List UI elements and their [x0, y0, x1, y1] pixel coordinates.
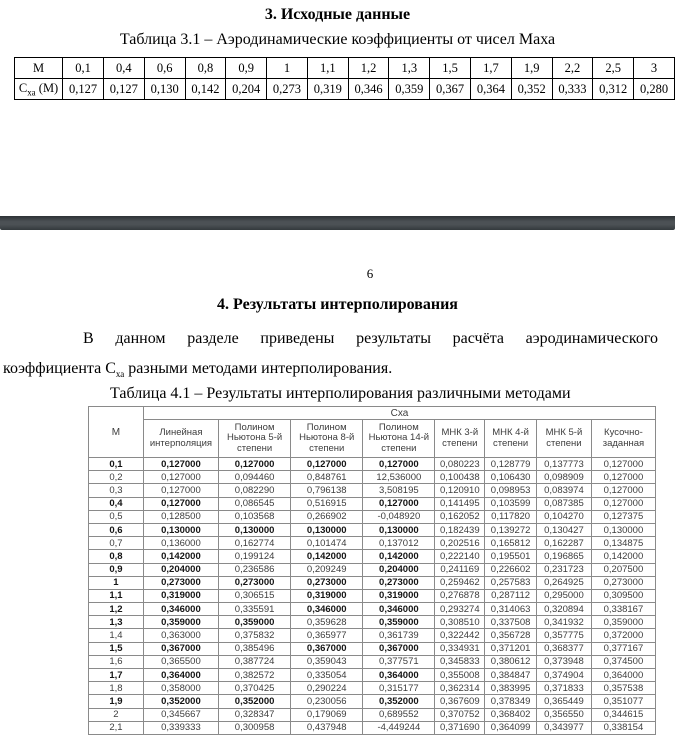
table-row [89, 669, 656, 682]
value-cell: 0,383995 [485, 682, 537, 695]
value-cell: 0,359043 [291, 655, 363, 668]
value-cell: 0,199124 [219, 550, 291, 563]
table-row [89, 695, 656, 708]
table-4-1 [88, 406, 656, 735]
value-cell: 0,364000 [591, 669, 655, 682]
value-cell: 0,128779 [485, 458, 537, 471]
table-row [89, 563, 656, 576]
cxa-value-cell: 0,346 [348, 79, 389, 100]
value-cell: 0,165812 [485, 537, 537, 550]
mach-value-cell: 0,4 [103, 58, 144, 79]
value-cell: 0,290224 [291, 682, 363, 695]
value-cell: 0,083974 [537, 484, 592, 497]
value-cell: 0,358000 [143, 682, 218, 695]
table-row [89, 550, 656, 563]
value-cell: 0,127000 [219, 458, 291, 471]
value-cell: 0,357538 [591, 682, 655, 695]
table-4-1-column-header: Полином Ньютона 8-й степени [291, 420, 363, 458]
m-cell: 0,7 [89, 537, 144, 550]
value-cell: 0,320894 [537, 603, 592, 616]
value-cell: 0,338167 [591, 603, 655, 616]
value-cell: 0,371833 [537, 682, 592, 695]
m-cell: 1,6 [89, 655, 144, 668]
value-cell: 0,300958 [219, 721, 291, 734]
value-cell: 0,104270 [537, 510, 592, 523]
value-cell: 0,127000 [363, 497, 435, 510]
section-4-title: 4. Результаты интерполирования [217, 296, 458, 313]
value-cell: 0,082290 [219, 484, 291, 497]
value-cell: 0,142000 [363, 550, 435, 563]
cxa-value-cell: 0,280 [634, 79, 675, 100]
value-cell: 0,273000 [219, 576, 291, 589]
value-cell: 0,273000 [591, 576, 655, 589]
m-cell: 0,4 [89, 497, 144, 510]
mach-value-cell: 0,6 [144, 58, 185, 79]
value-cell: 0,080223 [435, 458, 485, 471]
value-cell: 0,120910 [435, 484, 485, 497]
value-cell: 0,365449 [537, 695, 592, 708]
table-row [15, 58, 675, 79]
table-row [89, 603, 656, 616]
value-cell: 0,128500 [143, 510, 218, 523]
table-row [89, 708, 656, 721]
table-4-1-column-header: Полином Ньютона 5-й степени [219, 420, 291, 458]
value-cell: 0,127000 [591, 458, 655, 471]
cxa-value-cell: 0,352 [511, 79, 552, 100]
value-cell: 0,287112 [485, 589, 537, 602]
mach-value-cell: 2,5 [593, 58, 634, 79]
value-cell: 0,127000 [143, 484, 218, 497]
value-cell: -4,449244 [363, 721, 435, 734]
mach-value-cell: 3 [634, 58, 675, 79]
value-cell: 0,346000 [143, 603, 218, 616]
value-cell: 0,319000 [291, 589, 363, 602]
value-cell: 0,364099 [485, 721, 537, 734]
value-cell: 0,100438 [435, 471, 485, 484]
value-cell: 0,137773 [537, 458, 592, 471]
value-cell: 0,134875 [591, 537, 655, 550]
value-cell: 0,361739 [363, 629, 435, 642]
value-cell: 0,196865 [537, 550, 592, 563]
table-4-1-m-header: М [89, 407, 144, 458]
value-cell: 0,162774 [219, 537, 291, 550]
value-cell: 0,130427 [537, 523, 592, 536]
value-cell: 0,368402 [485, 708, 537, 721]
value-cell: 0,377167 [591, 642, 655, 655]
value-cell: 0,266902 [291, 510, 363, 523]
value-cell: 0,127000 [591, 497, 655, 510]
cxa-value-cell: 0,127 [63, 79, 104, 100]
page-number: 6 [366, 266, 374, 281]
value-cell: 0,346000 [363, 603, 435, 616]
value-cell: 0,127000 [591, 484, 655, 497]
value-cell: 0,308510 [435, 616, 485, 629]
value-cell: 0,335054 [291, 669, 363, 682]
m-cell: 0,5 [89, 510, 144, 523]
mach-value-cell: 1,9 [511, 58, 552, 79]
table-4-1-column-header: МНК 5-й степени [537, 420, 592, 458]
table-4-1-column-header: Кусочно-заданная [591, 420, 655, 458]
m-cell: 1,2 [89, 603, 144, 616]
value-cell: 0,365977 [291, 629, 363, 642]
value-cell: 0,374904 [537, 669, 592, 682]
value-cell: 0,231723 [537, 563, 592, 576]
value-cell: 0,322442 [435, 629, 485, 642]
cxa-value-cell: 0,333 [552, 79, 593, 100]
value-cell: 0,101474 [291, 537, 363, 550]
cxa-value-cell: 0,367 [430, 79, 471, 100]
value-cell: 0,087385 [537, 497, 592, 510]
table-row [89, 576, 656, 589]
value-cell: 0,086545 [219, 497, 291, 510]
value-cell: 0,796138 [291, 484, 363, 497]
value-cell: 0,293274 [435, 603, 485, 616]
mach-value-cell: 1,7 [470, 58, 511, 79]
table-row [89, 484, 656, 497]
table-row [89, 537, 656, 550]
value-cell: 0,241169 [435, 563, 485, 576]
value-cell: 0,382572 [219, 669, 291, 682]
m-cell: 1,9 [89, 695, 144, 708]
value-cell: 0,359000 [363, 616, 435, 629]
value-cell: 0,259462 [435, 576, 485, 589]
value-cell: 0,202516 [435, 537, 485, 550]
value-cell: 0,516915 [291, 497, 363, 510]
table-row [89, 523, 656, 536]
cxa-value-cell: 0,364 [470, 79, 511, 100]
value-cell: 0,437948 [291, 721, 363, 734]
m-cell: 0,9 [89, 563, 144, 576]
m-cell: 0,8 [89, 550, 144, 563]
value-cell: 0,222140 [435, 550, 485, 563]
value-cell: 0,127000 [591, 471, 655, 484]
value-cell: 0,130000 [363, 523, 435, 536]
value-cell: 0,337508 [485, 616, 537, 629]
mach-value-cell: 1,5 [430, 58, 471, 79]
value-cell: 0,335591 [219, 603, 291, 616]
value-cell: 0,356728 [485, 629, 537, 642]
value-cell: 0,127000 [143, 497, 218, 510]
value-cell: 0,848761 [291, 471, 363, 484]
value-cell: 0,130000 [591, 523, 655, 536]
mach-value-cell: 1,1 [307, 58, 348, 79]
value-cell: 0,127000 [363, 458, 435, 471]
value-cell: 0,352000 [219, 695, 291, 708]
value-cell: 0,127000 [291, 458, 363, 471]
value-cell: 0,207500 [591, 563, 655, 576]
m-cell: 1,8 [89, 682, 144, 695]
value-cell: 0,356550 [537, 708, 592, 721]
value-cell: 0,273000 [143, 576, 218, 589]
value-cell: 0,094460 [219, 471, 291, 484]
value-cell: 0,367000 [291, 642, 363, 655]
value-cell: 0,372000 [591, 629, 655, 642]
value-cell: 0,103599 [485, 497, 537, 510]
cxa-value-cell: 0,130 [144, 79, 185, 100]
table-row [89, 682, 656, 695]
value-cell: 0,306515 [219, 589, 291, 602]
table-3-1-caption: Таблица 3.1 – Аэродинамические коэффициенты от чисел Маха [119, 31, 556, 48]
m-cell: 0,2 [89, 471, 144, 484]
value-cell: 0,362314 [435, 682, 485, 695]
value-cell: 0,142000 [143, 550, 218, 563]
paragraph-line-1: В данном разделе приведены результаты расчёта аэродинамического [83, 330, 658, 347]
m-cell: 1,7 [89, 669, 144, 682]
value-cell: 0,345667 [143, 708, 218, 721]
m-cell: 0,1 [89, 458, 144, 471]
value-cell: 0,236586 [219, 563, 291, 576]
table-4-1-cxa-span-header: Сха [143, 407, 655, 420]
value-cell: 0,352000 [363, 695, 435, 708]
m-cell: 2,1 [89, 721, 144, 734]
value-cell: 0,378349 [485, 695, 537, 708]
value-cell: 0,315177 [363, 682, 435, 695]
m-cell: 1,3 [89, 616, 144, 629]
m-cell: 0,3 [89, 484, 144, 497]
table-4-1-column-header: Линейная интерполяция [143, 420, 218, 458]
value-cell: 0,370425 [219, 682, 291, 695]
value-cell: 0,142000 [291, 550, 363, 563]
value-cell: 0,359000 [143, 616, 218, 629]
value-cell: 0,319000 [363, 589, 435, 602]
mach-value-cell: 2,2 [552, 58, 593, 79]
value-cell: 0,141495 [435, 497, 485, 510]
value-cell: 0,334931 [435, 642, 485, 655]
cxa-value-cell: 0,127 [103, 79, 144, 100]
table-4-1-caption: Таблица 4.1 – Результаты интерполирования различными методами [110, 385, 571, 402]
value-cell: 0,098909 [537, 471, 592, 484]
value-cell: 0,380612 [485, 655, 537, 668]
value-cell: 0,371690 [435, 721, 485, 734]
value-cell: 0,341932 [537, 616, 592, 629]
table-row [89, 510, 656, 523]
value-cell: 0,257583 [485, 576, 537, 589]
value-cell: 0,137012 [363, 537, 435, 550]
value-cell: 0,204000 [143, 563, 218, 576]
mach-value-cell: 0,8 [185, 58, 226, 79]
value-cell: 0,319000 [143, 589, 218, 602]
value-cell: 0,367000 [143, 642, 218, 655]
table-row [89, 589, 656, 602]
value-cell: 0,339333 [143, 721, 218, 734]
value-cell: 0,368377 [537, 642, 592, 655]
paragraph-line-2: коэффициента $С_{ха}$ разными методами интерполирования. [3, 360, 393, 380]
value-cell: 0,363000 [143, 629, 218, 642]
value-cell: 0,359628 [291, 616, 363, 629]
value-cell: 0,385496 [219, 642, 291, 655]
value-cell: 0,130000 [219, 523, 291, 536]
page-separator [0, 216, 675, 230]
value-cell: 0,127375 [591, 510, 655, 523]
m-cell: 1,1 [89, 589, 144, 602]
value-cell: 0,384847 [485, 669, 537, 682]
mach-value-cell: 0,1 [63, 58, 104, 79]
table-row [89, 629, 656, 642]
value-cell: 0,345833 [435, 655, 485, 668]
cxa-label-cell: $С_{ха}$ (М) [15, 79, 63, 100]
value-cell: 0,351077 [591, 695, 655, 708]
value-cell: 0,359000 [591, 616, 655, 629]
table-row [89, 471, 656, 484]
value-cell: 12,536000 [363, 471, 435, 484]
mach-value-cell: 1,2 [348, 58, 389, 79]
value-cell: 0,367609 [435, 695, 485, 708]
m-label-cell: М [15, 58, 63, 79]
value-cell: 0,130000 [291, 523, 363, 536]
table-row [89, 497, 656, 510]
value-cell: 0,374500 [591, 655, 655, 668]
value-cell: -0,048920 [363, 510, 435, 523]
value-cell: 0,098953 [485, 484, 537, 497]
value-cell: 0,226602 [485, 563, 537, 576]
value-cell: 0,344615 [591, 708, 655, 721]
value-cell: 0,689552 [363, 708, 435, 721]
value-cell: 0,338154 [591, 721, 655, 734]
m-cell: 1,5 [89, 642, 144, 655]
table-row [15, 79, 675, 100]
value-cell: 0,273000 [363, 576, 435, 589]
value-cell: 0,195501 [485, 550, 537, 563]
value-cell: 0,370752 [435, 708, 485, 721]
value-cell: 0,355008 [435, 669, 485, 682]
value-cell: 0,364000 [363, 669, 435, 682]
table-4-1-column-header: МНК 3-й степени [435, 420, 485, 458]
m-cell: 0,6 [89, 523, 144, 536]
value-cell: 0,106430 [485, 471, 537, 484]
value-cell: 0,375832 [219, 629, 291, 642]
value-cell: 0,127000 [143, 458, 218, 471]
value-cell: 0,162287 [537, 537, 592, 550]
value-cell: 0,377571 [363, 655, 435, 668]
value-cell: 0,276878 [435, 589, 485, 602]
cxa-value-cell: 0,142 [185, 79, 226, 100]
table-row [89, 642, 656, 655]
table-row-partial [89, 721, 656, 734]
value-cell: 0,295000 [537, 589, 592, 602]
value-cell: 0,357775 [537, 629, 592, 642]
value-cell: 0,162052 [435, 510, 485, 523]
value-cell: 0,343977 [537, 721, 592, 734]
mach-value-cell: 0,9 [226, 58, 267, 79]
table-row [89, 655, 656, 668]
value-cell: 0,387724 [219, 655, 291, 668]
value-cell: 0,328347 [219, 708, 291, 721]
mach-value-cell: 1,3 [389, 58, 430, 79]
cxa-value-cell: 0,312 [593, 79, 634, 100]
value-cell: 0,314063 [485, 603, 537, 616]
value-cell: 0,230056 [291, 695, 363, 708]
value-cell: 0,273000 [291, 576, 363, 589]
value-cell: 3,508195 [363, 484, 435, 497]
cxa-value-cell: 0,319 [307, 79, 348, 100]
value-cell: 0,264925 [537, 576, 592, 589]
value-cell: 0,130000 [143, 523, 218, 536]
value-cell: 0,373948 [537, 655, 592, 668]
value-cell: 0,365500 [143, 655, 218, 668]
cxa-value-cell: 0,204 [226, 79, 267, 100]
value-cell: 0,127000 [143, 471, 218, 484]
value-cell: 0,352000 [143, 695, 218, 708]
value-cell: 0,359000 [219, 616, 291, 629]
value-cell: 0,182439 [435, 523, 485, 536]
table-3-1 [14, 57, 675, 100]
value-cell: 0,142000 [591, 550, 655, 563]
value-cell: 0,136000 [143, 537, 218, 550]
table-4-1-column-header: Полином Ньютона 14-й степени [363, 420, 435, 458]
value-cell: 0,367000 [363, 642, 435, 655]
cxa-value-cell: 0,273 [267, 79, 308, 100]
m-cell: 1,4 [89, 629, 144, 642]
value-cell: 0,364000 [143, 669, 218, 682]
value-cell: 0,117820 [485, 510, 537, 523]
value-cell: 0,204000 [363, 563, 435, 576]
value-cell: 0,371201 [485, 642, 537, 655]
mach-value-cell: 1 [267, 58, 308, 79]
table-row [89, 458, 656, 471]
value-cell: 0,346000 [291, 603, 363, 616]
section-3-title: 3. Исходные данные [264, 6, 411, 23]
value-cell: 0,209249 [291, 563, 363, 576]
value-cell: 0,309500 [591, 589, 655, 602]
table-4-1-column-header: МНК 4-й степени [485, 420, 537, 458]
value-cell: 0,179069 [291, 708, 363, 721]
m-cell: 2 [89, 708, 144, 721]
value-cell: 0,139272 [485, 523, 537, 536]
value-cell: 0,103568 [219, 510, 291, 523]
m-cell: 1 [89, 576, 144, 589]
table-row [89, 616, 656, 629]
cxa-value-cell: 0,359 [389, 79, 430, 100]
